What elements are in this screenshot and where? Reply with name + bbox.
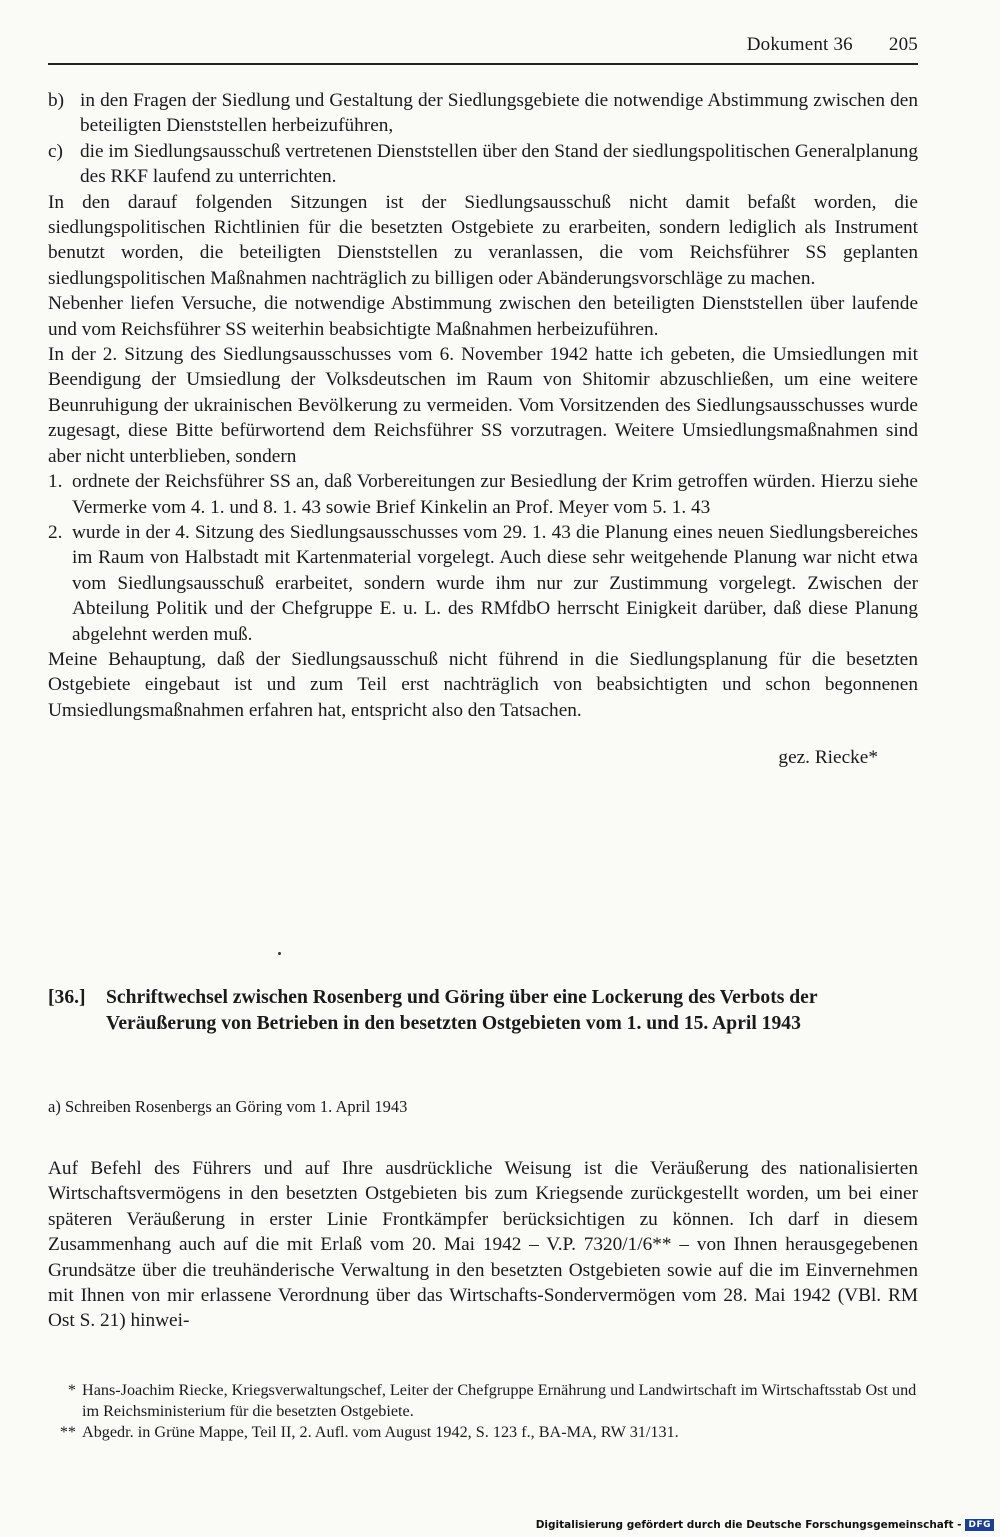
- section-heading: [48, 985, 918, 1037]
- list-item: [48, 139, 918, 190]
- list-item: [48, 88, 918, 139]
- running-header: [48, 34, 918, 56]
- list-label: 1.: [48, 471, 63, 493]
- section-number: [36.]: [48, 987, 86, 1008]
- paragraph: Nebenher liefen Versuche, die notwendige Abstimmung zwischen den beteiligten Dienststellen über laufende und vom Reichsführer SS weiterhin beabsichtigte Maßnahmen herbeizuführen.: [48, 293, 918, 340]
- footnote-mark: *: [67, 1381, 76, 1399]
- footnotes: [48, 1380, 918, 1443]
- stray-dot: [278, 952, 281, 955]
- paragraph: Auf Befehl des Führers und auf Ihre ausdrückliche Weisung ist die Veräußerung des nationalisierten Wirtschaftsvermögens in den besetzten Ostgebieten bis zum Kriegsende zurückgestellt worden, um bei einer späteren Veräußerung in erster Linie Frontkämpfer berücksichtigen zu können. Ich darf in diesem Zusammenhang auch auf die mit Erlaß vom 20. Mai 1942 – V.P. 7320/1/6** – von Ihnen herausgegebenen Grundsätze über die treuhänderische Verwaltung in den besetzten Ostgebieten sowie auf die im Einvernehmen mit Ihnen von mir erlassene Verordnung über das Wirtschafts-Sondervermögen vom 28. Mai 1942 (VBl. RM Ost S. 21) hinwei-: [48, 1158, 918, 1332]
- body-text: [48, 88, 918, 771]
- digitization-note: [536, 1519, 994, 1531]
- list-label: c): [48, 140, 63, 162]
- list-text: die im Siedlungsausschuß vertretenen Dienststellen über den Stand der siedlungspolitischen Generalplanung des RKF laufend zu unterrichten.: [80, 140, 918, 188]
- paragraph: Meine Behauptung, daß der Siedlungsausschuß nicht führend in die Siedlungsplanung für die besetzten Ostgebiete eingebaut ist und zum Teil erst nachträglich von beabsichtigten und schon begonnenen Umsiedlungsmaßnahmen erfahren hat, entspricht also den Tatsachen.: [48, 648, 918, 721]
- letter-body: [48, 1156, 918, 1334]
- dfg-logo-icon: DFG: [965, 1519, 994, 1531]
- footnote-text: Abgedr. in Grüne Mappe, Teil II, 2. Aufl. vom August 1942, S. 123 f., BA-MA, RW 31/131.: [82, 1423, 679, 1441]
- list-text: ordnete der Reichsführer SS an, daß Vorbereitungen zur Besiedlung der Krim getroffen würden. Hierzu siehe Vermerke vom 4. 1. und 8. 1. 43 sowie Brief Kinkelin an Prof. Meyer vom 5. 1. 43: [72, 471, 918, 518]
- list-text: wurde in der 4. Sitzung des Siedlungsausschusses vom 29. 1. 43 die Planung eines neuen Siedlungsbereiches im Raum von Halbstadt mit Kartenmaterial vorgelegt. Auch diese sehr weitgehende Planung war nicht etwa vom Siedlungsausschuß erarbeitet, sondern wurde ihm nur zur Zustimmung vorgelegt. Zwischen der Abteilung Politik und der Chefgruppe E. u. L. des RMfdbO herrscht Einigkeit darüber, daß diese Planung abgelehnt werden muß.: [72, 521, 918, 645]
- paragraph: In der 2. Sitzung des Siedlungsausschusses vom 6. November 1942 hatte ich gebeten, die Umsiedlungen mit Beendigung der Umsiedlung der Volksdeutschen im Raum von Shitomir abzuschließen, um eine weitere Beunruhigung der ukrainischen Bevölkerung zu vermeiden. Vom Vorsitzenden des Siedlungsausschusses wurde zugesagt, diese Bitte befürwortend dem Reichsführer SS vorzutragen. Weitere Umsiedlungsmaßnahmen sind aber nicht unterblieben, sondern: [48, 344, 918, 467]
- list-text: in den Fragen der Siedlung und Gestaltung der Siedlungsgebiete die notwendige Abstimmung zwischen den beteiligten Dienststellen herbeizuführen,: [80, 90, 918, 137]
- list-item: [48, 520, 918, 647]
- page-number: 205: [888, 34, 918, 55]
- header-rule: [48, 63, 918, 65]
- footnote-text: Hans-Joachim Riecke, Kriegsverwaltungschef, Leiter der Chefgruppe Ernährung und Landwirtschaft im Wirtschaftsstab Ost und im Reichsministerium für die besetzten Ostgebiete.: [82, 1381, 917, 1420]
- footnote: [48, 1422, 918, 1443]
- footnote: [48, 1380, 918, 1422]
- footnote-mark: **: [59, 1423, 76, 1441]
- document-label: Dokument 36: [746, 34, 853, 55]
- paragraph: In den darauf folgenden Sitzungen ist der Siedlungsausschuß nicht damit befaßt worden, die siedlungspolitischen Richtlinien für die besetzten Ostgebiete zu erarbeiten, sondern lediglich als Instrument benutzt worden, die beteiligten Dienststellen zu veranlassen, die vom Reichsführer SS geplanten siedlungspolitischen Maßnahmen nachträglich zu billigen oder Abänderungsvorschläge zu machen.: [48, 191, 918, 289]
- section-title: Schriftwechsel zwischen Rosenberg und Göring über eine Lockerung des Verbots der Veräußerung von Betrieben in den besetzten Ostgebieten vom 1. und 15. April 1943: [106, 987, 818, 1034]
- list-label: b): [48, 90, 65, 111]
- subheading: a) Schreiben Rosenbergs an Göring vom 1. April 1943: [48, 1097, 408, 1116]
- signature: gez. Riecke*: [778, 747, 878, 769]
- digitization-text: Digitalisierung gefördert durch die Deutsche Forschungsgemeinschaft -: [535, 1519, 962, 1531]
- list-label: 2.: [48, 521, 63, 543]
- list-item: [48, 469, 918, 520]
